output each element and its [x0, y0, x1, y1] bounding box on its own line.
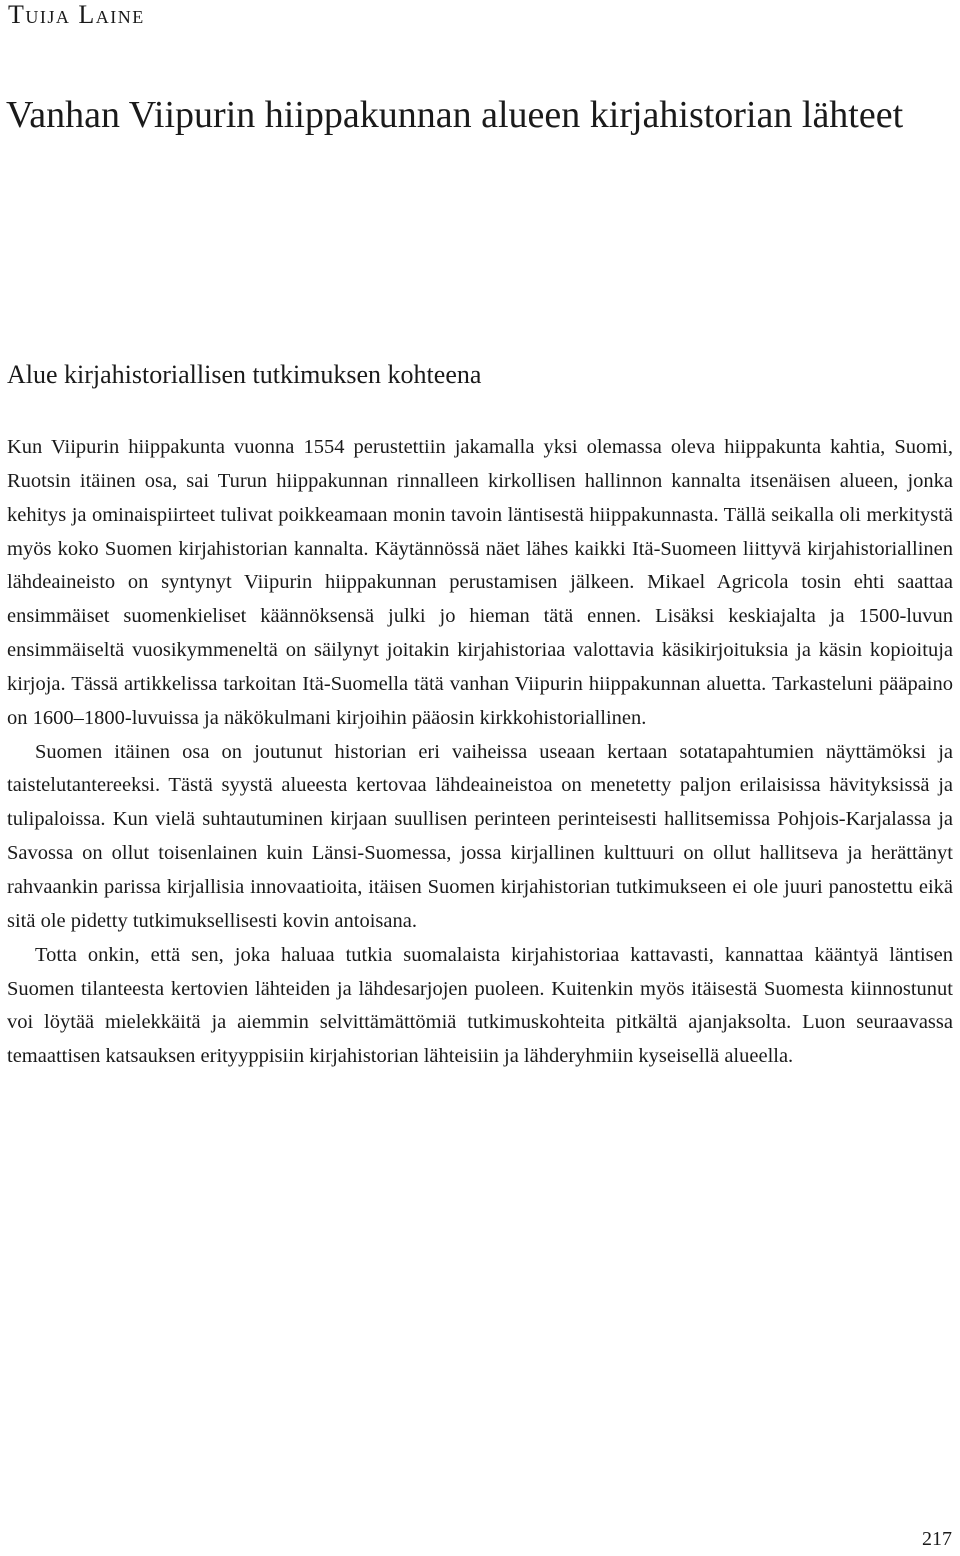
- section-heading: Alue kirjahistoriallisen tutkimuksen kohteena: [7, 360, 482, 389]
- running-header-author: Tuija Laine: [8, 0, 145, 29]
- article-title: Vanhan Viipurin hiippakunnan alueen kirjahistorian lähteet: [6, 94, 904, 136]
- paragraph-2: Suomen itäinen osa on joutunut historian eri vaiheissa useaan kertaan sotatapahtumien näyttämöksi ja taistelutantereeksi. Tästä syystä alueesta kertovaa lähdeaineistoa on menetetty paljon erilaisissa hävityksissä ja tulipaloissa. Kun vielä suhtautuminen kirjaan suullisen perinteen perinteisesti hallitsemissa Pohjois-Karjalassa ja Savossa on ollut toisenlainen kuin Länsi-Suomessa, jossa kirjallinen kulttuuri on ollut hallitseva ja herättänyt rahvaankin parissa kirjallisia innovaatioita, itäisen Suomen kirjahistorian tutkimukseen ei ole juuri panostettu eikä sitä ole pidetty tutkimuksellisesti kovin antoisana.: [7, 740, 953, 932]
- article-body: [7, 431, 953, 1074]
- paragraph-3: Totta onkin, että sen, joka haluaa tutkia suomalaista kirjahistoriaa kattavasti, kannattaa kääntyä läntisen Suomen tilanteesta kertovien lähteiden ja lähdesarjojen puoleen. Kuitenkin myös itäisestä Suomesta kiinnostunut voi löytää mielekkäitä ja aiemmin selvittämättömiä tutkimuskohteita pitkältä ajanjaksolta. Luon seuraavassa temaattisen katsauksen erityyppisiin kirjahistorian lähteisiin ja lähderyhmiin kyseisellä alueella.: [7, 943, 953, 1068]
- page-number: 217: [922, 1528, 952, 1550]
- paragraph-1: Kun Viipurin hiippakunta vuonna 1554 perustettiin jakamalla yksi olemassa oleva hiippakunta kahtia, Suomi, Ruotsin itäinen osa, sai Turun hiippakunnan rinnalleen kirkollisen hallinnon kannalta itsenäisen alueen, jonka kehitys ja ominaispiirteet tulivat poikkeamaan monin tavoin läntisestä hiippakunnasta. Tällä seikalla oli merkitystä myös koko Suomen kirjahistorian kannalta. Käytännössä näet lähes kaikki Itä-Suomeen liittyvä kirjahistoriallinen lähdeaineisto on syntynyt Viipurin hiippakunnan perustamisen jälkeen. Mikael Agricola tosin ehti saattaa ensimmäiset suomenkieliset käännöksensä julki jo hieman tätä ennen. Lisäksi keskiajalta ja 1500-luvun ensimmäiseltä vuosikymmeneltä on säilynyt joitakin kirjahistoriaa valottavia käsikirjoituksia ja käsin kopioituja kirjoja. Tässä artikkelissa tarkoitan Itä-Suomella tätä vanhan Viipurin hiippakunnan aluetta. Tarkasteluni pääpaino on 1600–1800-luvuissa ja näkökulmani kirjoihin pääosin kirkkohistoriallinen.: [7, 436, 953, 729]
